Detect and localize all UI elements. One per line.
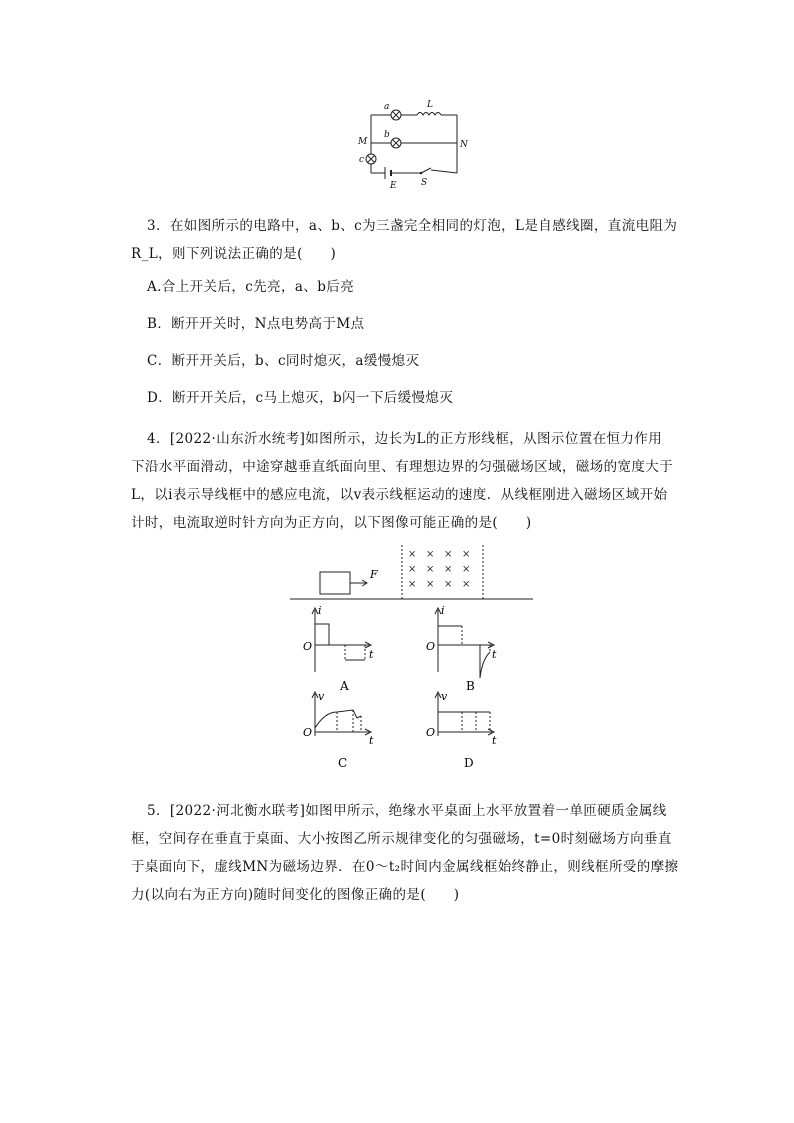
- option-3b: B．断开开关时，N点电势高于M点: [147, 316, 365, 332]
- graph-b: [418, 602, 498, 694]
- question-5-line-4: 力(以向右为正方向)随时间变化的图像正确的是( ): [131, 887, 460, 903]
- svg-text:×: ×: [462, 564, 471, 575]
- graph-d-caption: D: [464, 756, 474, 770]
- option-3c: C．断开开关后，b、c同时熄灭，a缓慢熄灭: [147, 353, 420, 369]
- label-a: a: [384, 102, 390, 112]
- q4-setup-figure: [290, 545, 535, 603]
- label-M: M: [358, 137, 368, 147]
- graph-b-xlabel: t: [492, 648, 497, 661]
- question-5-line-3: 于桌面向下，虚线MN为磁场边界．在0～t₂时间内金属线框始终静止，则线框所受的摩擦: [131, 859, 679, 875]
- graph-c: [295, 690, 375, 772]
- question-4-line-4: 计时，电流取逆时针方向为正方向，以下图像可能正确的是( ): [131, 515, 532, 531]
- graph-d-origin: O: [426, 726, 436, 739]
- question-5-line-2: 框，空间存在垂直于桌面、大小按图乙所示规律变化的匀强磁场，t=0时刻磁场方向垂直: [131, 831, 672, 847]
- question-4-line-3: L，以i表示导线框中的感应电流，以v表示线框运动的速度．从线框刚进入磁场区域开始: [131, 487, 668, 503]
- magnetic-field-crosses: [408, 549, 470, 590]
- svg-text:×: ×: [408, 564, 417, 575]
- svg-text:×: ×: [444, 549, 453, 560]
- graph-a: [295, 602, 375, 694]
- label-c: c: [359, 155, 365, 165]
- graph-b-caption: B: [466, 679, 475, 693]
- svg-text:×: ×: [444, 564, 453, 575]
- question-3-line-2: R_L，则下列说法正确的是( ): [131, 246, 337, 262]
- label-E: E: [390, 181, 397, 191]
- question-4: [131, 425, 677, 537]
- graph-c-origin: O: [303, 726, 313, 739]
- force-label: F: [370, 568, 378, 581]
- svg-text:×: ×: [408, 549, 417, 560]
- question-3: [131, 212, 678, 268]
- graph-d-xlabel: t: [492, 734, 497, 747]
- option-3a: A.合上开关后，c先亮，a、b后亮: [147, 279, 355, 295]
- graph-c-caption: C: [338, 756, 348, 770]
- graph-a-ylabel: i: [318, 604, 322, 617]
- question-5: [131, 797, 679, 909]
- question-4-line-2: 下沿水平面滑动，中途穿越垂直纸面向里、有理想边界的匀强磁场区域，磁场的宽度大于: [131, 459, 674, 475]
- svg-text:×: ×: [426, 564, 435, 575]
- graph-a-xlabel: t: [369, 648, 374, 661]
- svg-text:×: ×: [462, 549, 471, 560]
- option-3d: D．断开开关后，c马上熄灭，b闪一下后缓慢熄灭: [147, 390, 454, 406]
- graph-d: [418, 690, 498, 772]
- graph-c-xlabel: t: [369, 734, 374, 747]
- graph-a-origin: O: [303, 640, 313, 653]
- label-b: b: [384, 130, 390, 140]
- circuit-diagram: [355, 98, 468, 191]
- label-S: S: [421, 178, 428, 188]
- svg-text:×: ×: [462, 579, 471, 590]
- label-N: N: [460, 140, 468, 150]
- svg-text:×: ×: [426, 579, 435, 590]
- label-L: L: [427, 100, 433, 110]
- graph-d-ylabel: v: [441, 690, 448, 703]
- graph-a-caption: A: [340, 679, 349, 693]
- graph-b-origin: O: [426, 640, 436, 653]
- graph-c-ylabel: v: [318, 690, 325, 703]
- question-3-line-1: 3．在如图所示的电路中，a、b、c为三盏完全相同的灯泡，L是自感线圈，直流电阻为: [147, 218, 678, 234]
- graph-b-ylabel: i: [441, 604, 445, 617]
- svg-text:×: ×: [444, 579, 453, 590]
- svg-text:×: ×: [426, 549, 435, 560]
- question-4-line-1: 4．[2022·山东沂水统考]如图所示，边长为L的正方形线框，从图示位置在恒力作用: [147, 431, 663, 447]
- svg-text:×: ×: [408, 579, 417, 590]
- square-frame: [320, 572, 350, 594]
- question-5-line-1: 5．[2022·河北衡水联考]如图甲所示，绝缘水平桌面上水平放置着一单匝硬质金属线: [147, 803, 667, 819]
